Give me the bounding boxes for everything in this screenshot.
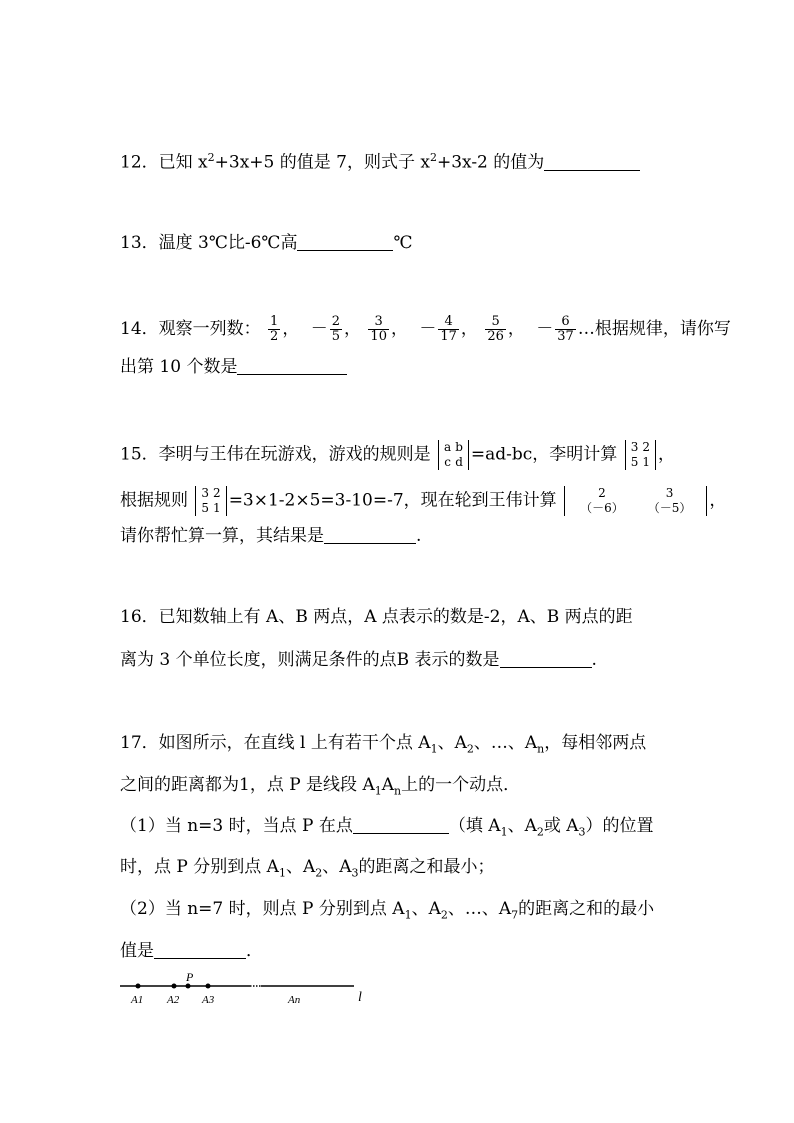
fraction: $\frac{4}{17}$ [440,314,457,344]
question-number: 15． [120,444,159,465]
question-17-part-1: （1）当 n=3 时，当点 P 在点 （填 $A_1$、$A_2$或 $A_3$）的位置 [120,816,654,839]
question-number: 12． [120,152,159,173]
label-a3: A3 [202,994,215,1006]
question-15-line-2: 根据规则 3 2 5 1 =3×1-2×5=3-10=-7，现在轮到王伟计算 2 3 （－6） （－5） ， [120,486,727,515]
label-l: l [358,990,362,1005]
point-p [186,984,191,989]
question-17-part-2: （2）当 n=7 时，则点 P 分别到点 $A_1$、$A_2$、…、$A_7$的距离之和的最小 [120,899,655,922]
rule-determinant: a b c d [438,440,469,470]
question-17-line-2: 之间的距离都为1，点 P 是线段 $A_1A_n$上的一个动点． [120,775,521,798]
question-16: 16．已知数轴上有 A、B 两点，A 点表示的数是-2，A、B 两点的距 [120,607,633,627]
question-number: 17． [120,733,159,753]
answer-blank[interactable] [353,817,449,834]
question-17-part-2-line-2: 值是 ． [120,941,263,961]
label-a1: A1 [131,994,144,1006]
question-number: 14． [120,319,159,339]
label-p: P [186,970,194,984]
answer-blank[interactable] [544,154,640,171]
fraction: $\frac{1}{2}$ [270,314,279,344]
question-14: 14．观察一列数： $\frac{1}{2}$ ， － $\frac{2}{5}$ ， $\frac{3}{10}$ ， － $\frac{4}{17}$ ， $\frac{5}{26}$ ， － $\frac{6}{37}$ …根据规律，请你写 [120,314,731,344]
question-15-line-3: 请你帮忙算一算，其结果是 . [120,526,422,546]
fraction: $\frac{2}{5}$ [331,314,341,344]
label-a2: A2 [167,994,180,1006]
calc-determinant: 3 2 5 1 [195,486,226,516]
fraction: $\frac{6}{37}$ [557,314,574,344]
question-17-part-1-line-2: 时，点 P 分别到点 $A_1$、$A_2$、$A_3$的距离之和最小； [120,857,495,880]
answer-blank[interactable] [237,358,347,375]
point-a2 [172,984,177,989]
number-line-figure [118,970,378,1010]
fraction: $\frac{3}{10}$ [370,314,387,344]
answer-blank[interactable] [154,942,246,959]
answer-blank[interactable] [500,651,592,668]
question-13: 13．温度 3℃比-6℃高 ℃ [120,233,413,253]
answer-blank[interactable] [324,527,416,544]
label-an: An [288,994,301,1006]
question-16-line-2: 离为 3 个单位长度，则满足条件的点B 表示的数是 . [120,650,597,670]
point-a3 [206,984,211,989]
question-12: 12．已知 $x^2+3x+5$ 的值是 7，则式子 $x^2+3x-2$ 的值为 [120,148,640,173]
calc-determinant: 3 2 5 1 [625,440,656,470]
question-14-line-2: 出第 10 个数是 [120,357,347,377]
question-number: 13． [120,233,159,253]
question-number: 16． [120,607,159,627]
question-15: 15．李明与王伟在玩游戏，游戏的规则是 a b c d =ad-bc，李明计算 3 2 5 1 ， [120,440,675,469]
question-17: 17．如图所示，在直线 l 上有若干个点 $A_1$、$A_2$、…、$A_n$，每相邻两点 [120,733,647,756]
wang-determinant: 2 3 （－6） （－5） [564,486,707,516]
point-a1 [136,984,141,989]
answer-blank[interactable] [297,234,393,251]
fraction: $\frac{5}{26}$ [487,314,504,344]
